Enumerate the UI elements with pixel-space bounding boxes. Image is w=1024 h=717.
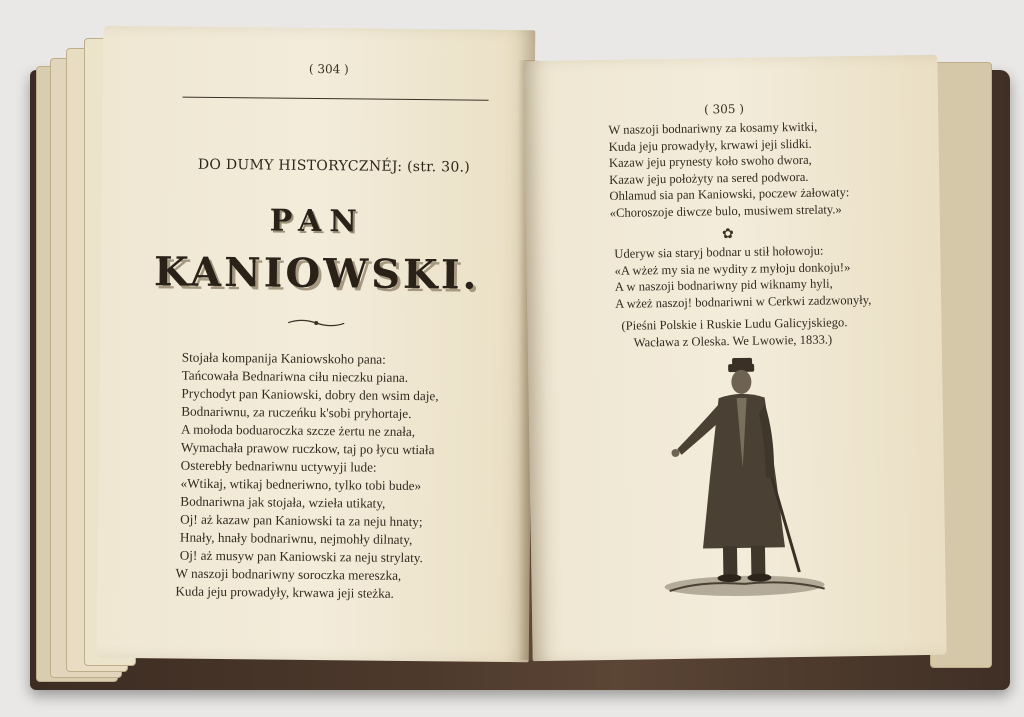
poem-line: Uderyw sia staryj bodnar u stił hołowoju: (614, 243, 824, 261)
poem-line: Hnały, hnały bodnariwnu, nejmohły dilnaty, (179, 529, 413, 548)
title-line-2: KANIOWSKI. (153, 248, 480, 299)
poem-line: Wymachała prawow ruczkow, taj po łycu wtiała (180, 439, 435, 458)
poem-line: Tańcowała Bednariwna ciłu nieczku piana. (181, 367, 409, 385)
citation-line: Wacława z Oleska. We Lwowie, 1833.) (633, 332, 833, 350)
flourish-ornament (286, 318, 346, 329)
poem-line: Ohlamud sia pan Kaniowski, poczew żałowaty: (609, 185, 850, 204)
poem-line: Oj! aż musyw pan Kaniowski za neju strylaty. (179, 547, 423, 566)
poem-line: A mołoda boduaroczka szcze żertu ne znała, (181, 421, 416, 440)
poem-line: Kuda jeju prowadyły, krwawa jeji steżka. (175, 583, 394, 601)
poem-line: Bodnariwnu, za ruczeńku k'sobi pryhortaje. (181, 403, 412, 422)
poem-line: «Choroszoje diwcze bulo, musiwem strelaty.» (609, 202, 842, 220)
poem-line: Kazaw jeju położyty na sered podwora. (609, 169, 809, 187)
poem-line: Kuda jeju prowadyły, krwawi jeji slidki. (608, 136, 812, 154)
poem-line: «A wżeż my sia ne wydity z myłoju donkoju!» (614, 259, 851, 278)
poem-stanza-2 (175, 565, 401, 603)
poem-line: A w naszoji bodnariwny pid wiknamy hyli, (614, 276, 833, 295)
poem-line: Stojała kompanija Kaniowskoho pana: (181, 349, 386, 367)
poem-line: A wżeż naszoj! bodnariwni w Cerkwi zadzwonyły, (615, 292, 872, 311)
left-page (97, 26, 536, 662)
poem-stanza-1 (180, 349, 439, 568)
source-citation (621, 314, 847, 352)
poem-stanza-4 (614, 242, 871, 312)
section-heading: DO DUMY HISTORYCZNÉJ: (str. 30.) (197, 156, 471, 176)
engraving-illustration (656, 357, 830, 600)
citation-line: (Pieśni Polskie i Ruskie Ludu Galicyjskiego. (621, 315, 848, 333)
poem-line: «Wtikaj, wtikaj bedneriwno, tylko tobi bude» (180, 475, 422, 494)
poem-line: Kazaw jeju prynesty koło swoho dwora, (608, 152, 812, 171)
header-rule (183, 97, 489, 101)
poem-line: W naszoji bodnariwny za kosamy kwitki, (608, 119, 818, 137)
stanza-ornament: ✿ (721, 226, 734, 243)
poem-stanza-3 (608, 118, 849, 221)
poem-line: Prychodyt pan Kaniowski, dobry den wsim daje, (181, 385, 439, 404)
right-page (523, 55, 946, 661)
poem-line: Oj! aż kazaw pan Kaniowski ta za neju hnaty; (180, 511, 423, 530)
poem-line: W naszoji bodnariwny soroczka mereszka, (175, 565, 402, 583)
page-number: ( 305 ) (703, 101, 745, 117)
page-number: ( 304 ) (308, 61, 349, 77)
title-line-1: PAN (269, 203, 365, 240)
poem-line: Bodnariwna jak stojała, wzieła utikaty, (180, 493, 386, 511)
poem-line: Osterebły bednariwnu uctywyji lude: (180, 457, 377, 475)
